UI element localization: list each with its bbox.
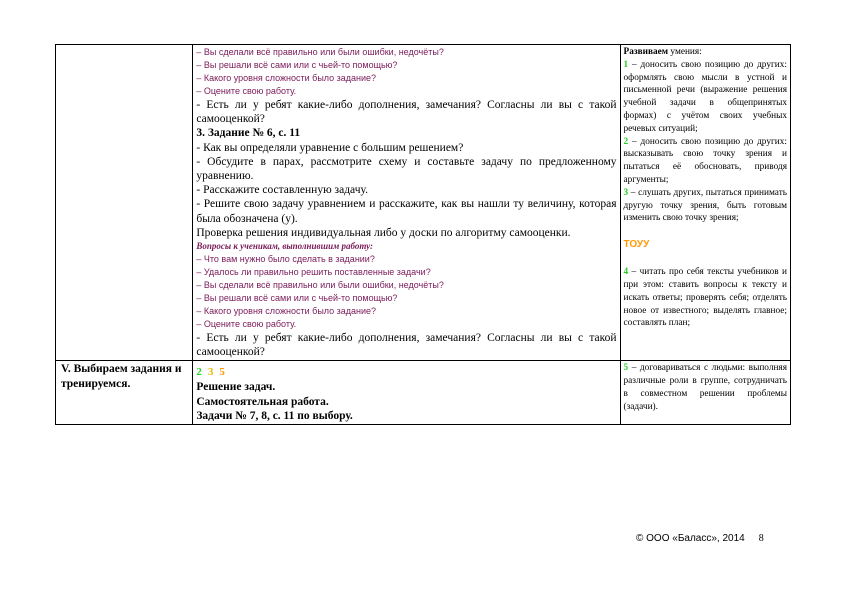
skills-title-bold: Развиваем [623, 47, 669, 57]
skill-item [624, 362, 787, 413]
question-line: – Вы сделали всё правильно или были ошибки, недочёты? [196, 47, 444, 57]
lesson-table [55, 44, 791, 425]
skills-title [624, 46, 787, 59]
level-number: 2 [196, 366, 202, 379]
level-number: 3 [207, 366, 214, 379]
toyy-label: ТОУУ [623, 239, 650, 251]
body-line: - Расскажите составленную задачу. [196, 184, 368, 197]
copyright: © ООО «Баласс», 2014 [636, 533, 745, 544]
table-row [56, 361, 791, 425]
question-line: – Оцените свою работу. [196, 86, 297, 96]
skill-item [624, 187, 787, 225]
skills-title-rest: умения: [668, 47, 702, 57]
question-line: – Какого уровня сложности было задание? [196, 73, 377, 83]
skill-text: – читать про себя тексты учебников и при этом: ставить вопросы к тексту и искать ответы; проверять себя; отделять новое от известного; выделять главное; составлять план; [623, 267, 787, 329]
skill-number: 2 [623, 136, 629, 147]
level-numbers [196, 362, 616, 380]
question-line: – Что вам нужно было сделать в задании? [196, 254, 375, 265]
skill-number: 3 [623, 187, 629, 198]
question-line: – Оцените свою работу. [196, 319, 297, 330]
activity-cell [193, 45, 620, 361]
skill-item [624, 136, 787, 187]
body-line: - Есть ли у ребят какие-либо дополнения, замечания? Согласны ли вы с такой самооценкой? [196, 332, 617, 359]
question-line: – Вы решали всё сами или с чьей-то помощью? [196, 293, 398, 304]
task-heading: 3. Задание № 6, с. 11 [196, 127, 301, 140]
skill-text: – договариваться с людьми: выполняя различные роли в группе, сотрудничать в совместном решении проблемы (задачи). [623, 363, 787, 412]
page-number: 8 [758, 533, 764, 544]
skill-number: 4 [623, 267, 629, 278]
question-line: – Какого уровня сложности было задание? [196, 306, 377, 317]
activity-cell [193, 361, 620, 425]
skill-item [624, 266, 787, 330]
stage-cell [56, 361, 193, 425]
skill-text: – доносить свою позицию до других: оформлять свою мысли в устной и письменной речи (выражение решения учебной задачи в общепринятых формах) с учётом своих учебных речевых ситуаций; [623, 59, 787, 134]
skills-cell [620, 361, 790, 425]
body-line: Задачи № 7, 8, с. 11 по выбору. [196, 409, 353, 422]
table-row [56, 45, 791, 361]
level-number: 5 [219, 366, 225, 379]
body-line: - Обсудите в парах, рассмотрите схему и составьте задачу по предложенному уравнению. [196, 155, 617, 183]
body-line: - Как вы определяли уравнение с большим решением? [196, 141, 464, 154]
body-line: Самостоятельная работа. [196, 395, 329, 408]
stage-cell-empty [56, 45, 193, 361]
body-line: Проверка решения индивидуальная либо у доски по алгоритму самооценки. [196, 226, 571, 239]
skill-number: 1 [623, 59, 629, 70]
question-line: – Вы сделали всё правильно или были ошибки, недочёты? [196, 280, 444, 291]
skill-number: 5 [623, 363, 629, 374]
skill-text: – слушать других, пытаться принимать другую точку зрения, быть готовым изменить свою точку зрения; [623, 187, 787, 224]
body-line: - Решите свою задачу уравнением и расскажите, как вы нашли ту величину, которая была обозначена (у). [196, 198, 617, 225]
body-line: Решение задач. [196, 381, 276, 394]
page-footer [636, 533, 764, 544]
skill-text: – доносить свою позицию до других: высказывать свою точку зрения и пытаться её обосновать, приводя аргументы; [623, 136, 787, 185]
question-line: – Удалось ли правильно решить поставленные задачи? [196, 267, 431, 278]
skills-cell [620, 45, 790, 361]
stage-label: V. Выбираем задания и тренируемся. [61, 363, 182, 391]
questions-title: Вопросы к ученикам, выполнившим работу: [196, 241, 374, 252]
skill-item [624, 59, 787, 136]
question-line: – Вы решали всё сами или с чьей-то помощью? [196, 60, 398, 70]
body-line: - Есть ли у ребят какие-либо дополнения, замечания? Согласны ли вы с такой самооценкой? [196, 99, 617, 126]
